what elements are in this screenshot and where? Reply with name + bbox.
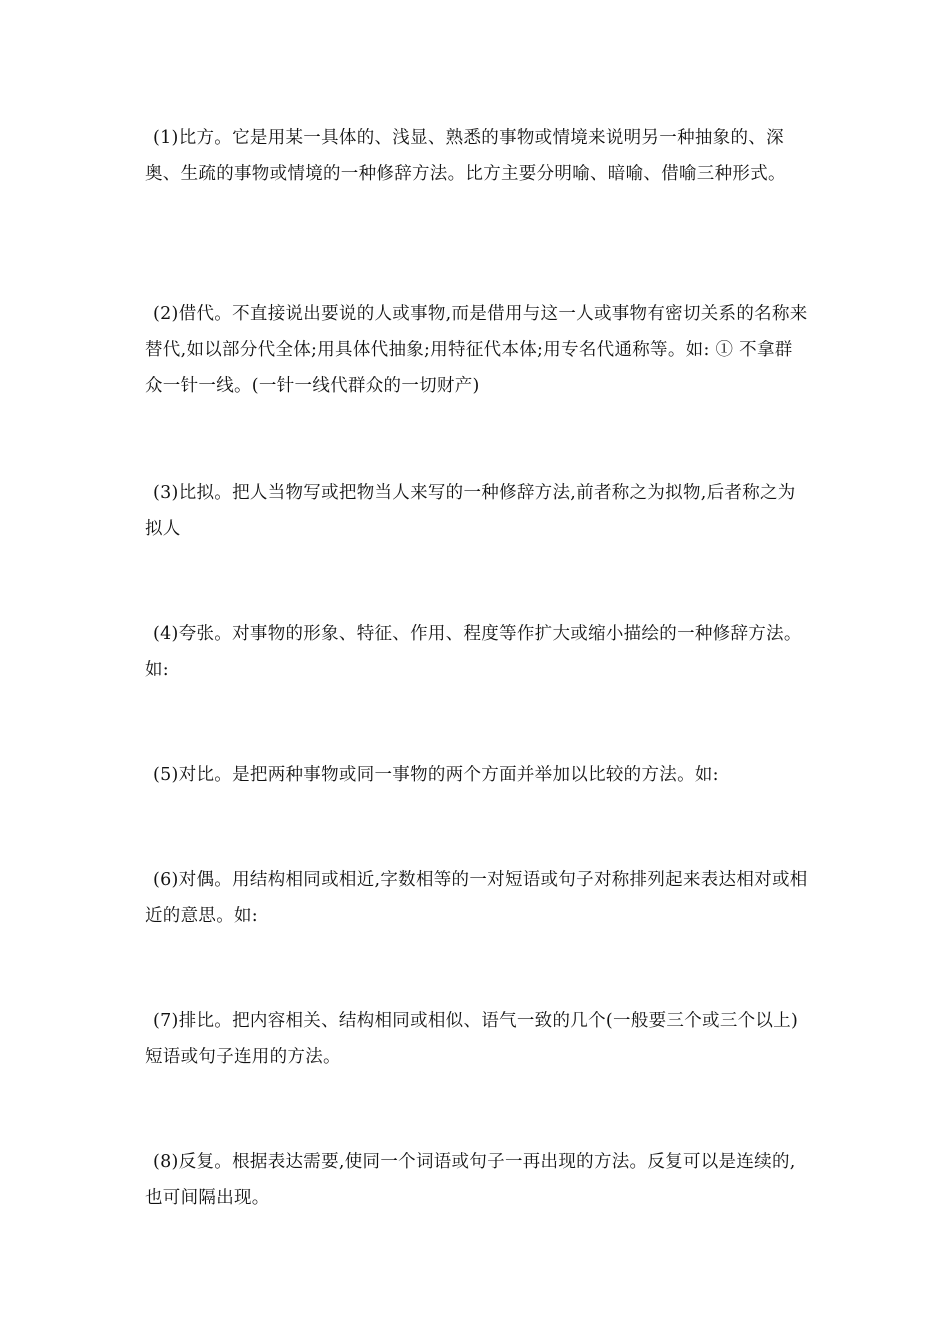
paragraph-metaphor xyxy=(145,120,810,192)
paragraph-text: (6)对偶。用结构相同或相近,字数相等的一对短语或句子对称排列起来表达相对或相近的意思。如: xyxy=(145,870,808,926)
paragraph-hyperbole xyxy=(145,616,810,688)
paragraph-text: (7)排比。把内容相关、结构相同或相似、语气一致的几个(一般要三个或三个以上)短语或句子连用的方法。 xyxy=(145,1011,799,1067)
paragraph-text: (2)借代。不直接说出要说的人或事物,而是借用与这一人或事物有密切关系的名称来替代,如以部分代全体;用具体代抽象;用特征代本体;用专名代通称等。如: ① 不拿群众一针一线。(一针一线代群众的一切财产) xyxy=(145,304,808,396)
paragraph-text: (8)反复。根据表达需要,使同一个词语或句子一再出现的方法。反复可以是连续的,也可间隔出现。 xyxy=(145,1152,796,1208)
paragraph-contrast xyxy=(145,757,810,793)
paragraph-text: (4)夸张。对事物的形象、特征、作用、程度等作扩大或缩小描绘的一种修辞方法。如: xyxy=(145,624,802,680)
paragraph-personification xyxy=(145,475,810,547)
paragraph-antithesis xyxy=(145,862,810,934)
paragraph-parallelism xyxy=(145,1003,810,1075)
paragraph-text: (5)对比。是把两种事物或同一事物的两个方面并举加以比较的方法。如: xyxy=(153,765,719,785)
paragraph-metonymy xyxy=(145,296,810,404)
paragraph-text: (3)比拟。把人当物写或把物当人来写的一种修辞方法,前者称之为拟物,后者称之为拟人 xyxy=(145,483,796,539)
paragraph-text: (1)比方。它是用某一具体的、浅显、熟悉的事物或情境来说明另一种抽象的、深奥、生疏的事物或情境的一种修辞方法。比方主要分明喻、暗喻、借喻三种形式。 xyxy=(145,128,786,184)
paragraph-repetition xyxy=(145,1144,810,1216)
